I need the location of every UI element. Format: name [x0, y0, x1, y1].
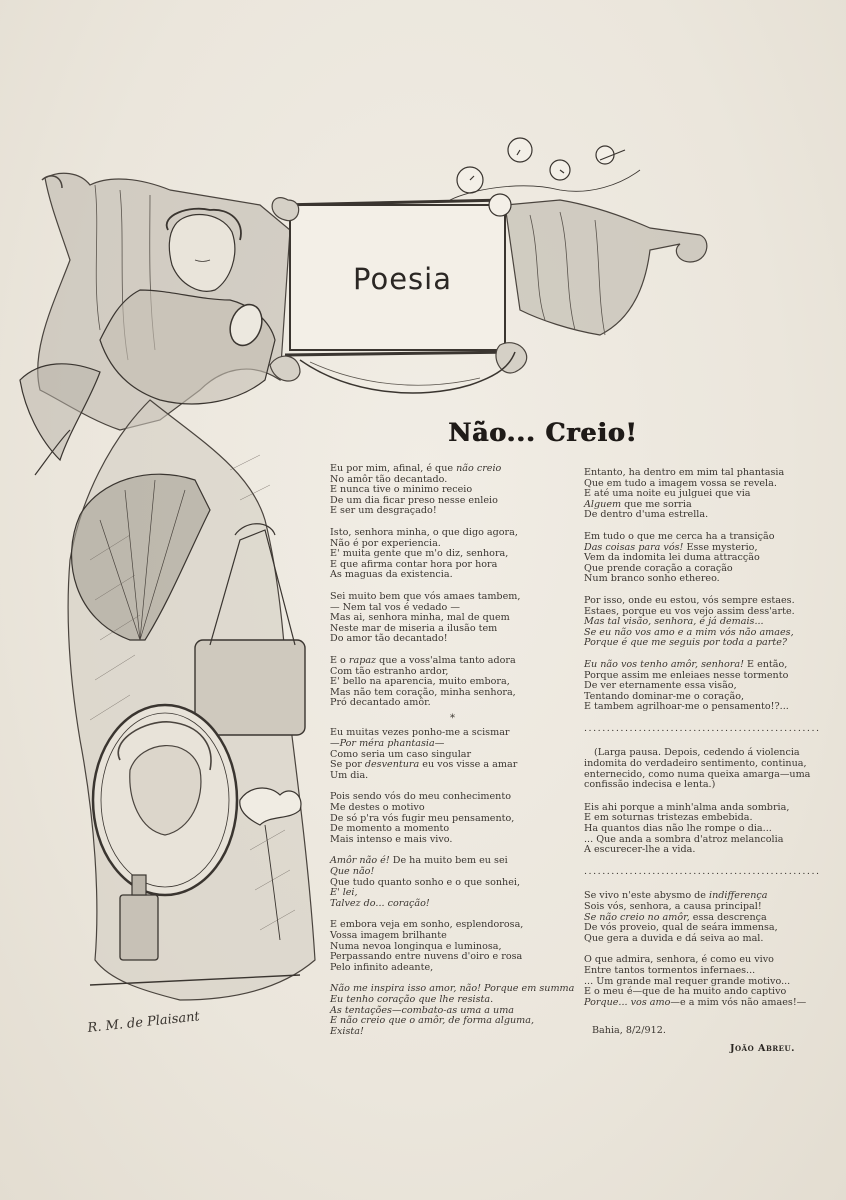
- verse-line: Que não!: [330, 866, 375, 877]
- verse-line: De um dia ficar preso nesse enleio: [330, 494, 498, 506]
- verse-line: A escurecer-lhe a vida.: [584, 844, 696, 856]
- stanza: [330, 528, 575, 581]
- verse-line: Talvez do... coração!: [330, 897, 430, 909]
- stanza: [330, 728, 575, 781]
- verse-line: Se não creio no amôr, essa descrença: [584, 911, 767, 923]
- dotted-separator: ....................................................: [584, 723, 821, 734]
- stage-direction: (Larga pausa. Depois, cedendo á violencia indomita do verdadeiro sentimento, continua, enternecido, como numa queixa amarga—uma confissão indecisa e lenta.): [584, 747, 811, 791]
- artist-signature: R. M. de Plaisant: [86, 1009, 201, 1036]
- verse-line: Com tão estranho ardor,: [330, 665, 449, 677]
- verse-line: —Por méra phantasia—: [330, 738, 445, 750]
- verse-line: Se por desventura eu vos visse a amar: [330, 759, 518, 771]
- verse-line: E nunca tive o minimo receio: [330, 484, 473, 496]
- verse-line: Eu muitas vezes ponho-me a scismar: [330, 727, 510, 739]
- verse-line: E o meu é—que de ha muito ando captivo: [584, 986, 787, 998]
- verse-line: Me destes o motivo: [330, 802, 425, 814]
- verse-line: Mas tal visão, senhora, é já demais...: [584, 616, 764, 628]
- verse-line: De dentro d'uma estrella.: [584, 509, 709, 521]
- verse-line: ... Que anda a sombra d'atroz melancolia: [584, 833, 784, 845]
- verse-line: Em tudo o que me cerca ha a transição: [584, 530, 775, 542]
- verse-line: Amôr não é! De ha muito bem eu sei: [330, 855, 508, 867]
- verse-line: Vossa imagem brilhante: [330, 929, 447, 941]
- verse-line: E embora veja em sonho, esplendorosa,: [330, 919, 524, 931]
- verse-line: Sei muito bem que vós amaes tambem,: [330, 590, 521, 602]
- verse-line: No amôr tão decantado.: [330, 473, 448, 485]
- verse-line: De só p'ra vós fugir meu pensamento,: [330, 812, 515, 824]
- verse-line: Sois vós, senhora, a causa principal!: [584, 901, 762, 912]
- verse-line: Mais intenso e mais vivo.: [330, 833, 453, 845]
- stanza: [584, 468, 829, 521]
- verse-line: Das coisas para vós! Esse mysterio,: [584, 541, 758, 553]
- verse-line: O que admira, senhora, é como eu vivo: [584, 954, 774, 966]
- verse-line: Vem da indomita lei duma attracção: [584, 552, 760, 564]
- verse-line: De momento a momento: [330, 823, 450, 835]
- poem-title: Não... Creio!: [448, 418, 638, 447]
- verse-line: Porque assim me enleiaes nesse tormento: [584, 669, 789, 681]
- verse-line: — Nem tal vos é vedado —: [330, 601, 460, 613]
- section-title: Poesia: [353, 262, 452, 296]
- verse-line: Pois sendo vós do meu conhecimento: [330, 791, 511, 803]
- verse-line: ... Um grande mal requer grande motivo...: [584, 975, 791, 987]
- verse-line: Num branco sonho ethereo.: [584, 573, 720, 585]
- verse-line: Do amor tão decantado!: [330, 633, 448, 645]
- poem-left-column: [330, 464, 575, 1048]
- verse-line: Se eu não vos amo e a mim vós não amaes,: [584, 626, 794, 638]
- verse-line: Que em tudo a imagem vossa se revela.: [584, 477, 777, 489]
- verse-line: Mas não tem coração, minha senhora,: [330, 686, 516, 698]
- verse-line: Eu tenho coração que lhe resista.: [330, 993, 494, 1005]
- verse-line: E em soturnas tristezas embebida.: [584, 812, 753, 824]
- stanza: [584, 955, 829, 1008]
- verse-line: E não creio que o amôr, de forma alguma,: [330, 1015, 535, 1027]
- verse-line: Pelo infinito adeante,: [330, 961, 434, 973]
- verse-line: E ser um desgraçado!: [330, 505, 437, 517]
- verse-line: E o rapaz que a voss'alma tanto adora: [330, 654, 516, 666]
- verse-line: Um dia.: [330, 769, 369, 781]
- verse-line: De ver eternamente essa visão,: [584, 680, 737, 692]
- stanza: [330, 656, 575, 709]
- verse-line: E' muita gente que m'o diz, senhora,: [330, 548, 509, 560]
- author-signature: João Abreu.: [730, 1043, 795, 1054]
- dateline: Bahia, 8/2/912.: [592, 1025, 666, 1036]
- verse-line: Entanto, ha dentro em mim tal phantasia: [584, 467, 785, 478]
- verse-line: Se vivo n'este abysmo de indifferença: [584, 890, 768, 902]
- stanza: [330, 464, 575, 517]
- verse-line: Mas ai, senhora minha, mal de quem: [330, 612, 510, 624]
- verse-line: Isto, senhora minha, o que digo agora,: [330, 526, 518, 538]
- stanza: [330, 920, 575, 973]
- verse-line: Perpassando entre nuvens d'oiro e rosa: [330, 951, 523, 963]
- stanza: [330, 856, 575, 909]
- beaded-handbag: [195, 640, 305, 735]
- verse-line: As maguas da existencia.: [330, 569, 453, 581]
- stanza: [330, 984, 575, 1037]
- stanza: [330, 592, 575, 645]
- verse-line: Porque... vos amo—e a mim vós não amaes!—: [584, 996, 807, 1008]
- drapery-right: [505, 200, 707, 335]
- verse-line: De vós proveio, qual de seára immensa,: [584, 922, 778, 934]
- verse-line: E' lei,: [330, 887, 358, 899]
- verse-line: Ha quantos dias não lhe rompe o dia...: [584, 823, 772, 835]
- verse-line: Que tudo quanto sonho e o que sonhei,: [330, 876, 521, 888]
- stanza: [584, 660, 829, 713]
- verse-line: Neste mar de miseria a ilusão tem: [330, 622, 498, 634]
- verse-line: Estaes, porque eu vos vejo assim dess'arte.: [584, 605, 795, 617]
- verse-line: E até uma noite eu julguei que via: [584, 488, 751, 500]
- verse-line: Como seria um caso singular: [330, 748, 472, 760]
- verse-line: Tentando dominar-me o coração,: [584, 690, 745, 702]
- verse-line: E' bello na aparencia, muito embora,: [330, 676, 510, 688]
- stanza: [584, 891, 829, 944]
- stanza: [584, 596, 829, 649]
- verse-line: Que gera a duvida e dá seiva ao mal.: [584, 932, 764, 944]
- verse-line: Eu por mim, afinal, é que não creio: [330, 463, 502, 474]
- poem-right-column: [584, 468, 829, 1019]
- verse-line: E que afirma contar hora por hora: [330, 558, 498, 570]
- verse-line: Alguem que me sorria: [584, 498, 692, 510]
- verse-line: Entre tantos tormentos infernaes...: [584, 964, 756, 976]
- verse-line: Não é por experiencia.: [330, 537, 441, 549]
- verse-line: Exista!: [330, 1025, 364, 1037]
- verse-line: Eu não vos tenho amôr, senhora! E então,: [584, 658, 788, 670]
- verse-line: Pró decantado amôr.: [330, 697, 431, 709]
- stanza: [330, 792, 575, 845]
- dotted-separator: ....................................................: [584, 866, 821, 877]
- verse-line: Não me inspira isso amor, não! Porque em summa: [330, 983, 575, 995]
- verse-line: Eis ahi porque a minh'alma anda sombria,: [584, 801, 790, 813]
- verse-line: As tentações—combato-as uma a uma: [330, 1004, 515, 1016]
- verse-line: Que prende coração a coração: [584, 562, 733, 574]
- verse-line: Porque é que me seguis por toda a parte?: [584, 637, 788, 649]
- section-star: *: [450, 712, 455, 724]
- stanza: [584, 803, 829, 856]
- verse-line: Numa nevoa longinqua e luminosa,: [330, 940, 502, 952]
- stanza: [584, 532, 829, 585]
- verse-line: Por isso, onde eu estou, vós sempre estaes.: [584, 594, 795, 606]
- perfume-bottle: [120, 895, 158, 960]
- verse-line: E tambem agrilhoar-me o pensamento!?...: [584, 701, 789, 713]
